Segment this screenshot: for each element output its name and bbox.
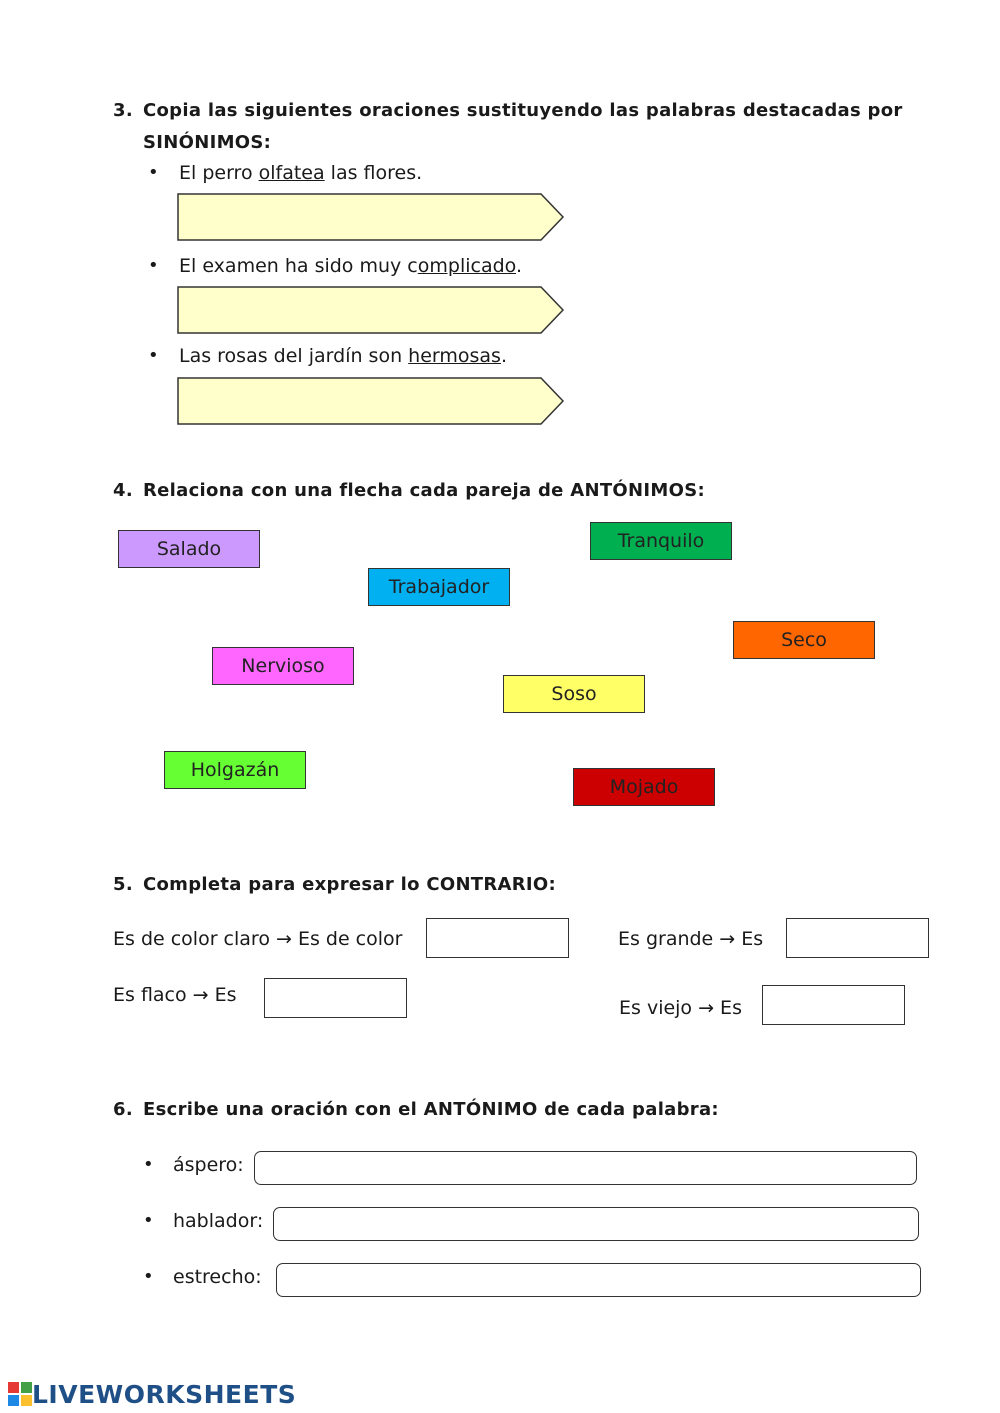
highlighted-word: hermosas [408, 345, 501, 367]
section3-title-line1: Copia las siguientes oraciones sustituyendo las palabras destacadas por [143, 100, 903, 121]
word-box-soso[interactable]: Soso [503, 675, 645, 713]
section3-number: 3. [113, 100, 133, 121]
sentence-answer-1[interactable] [254, 1151, 917, 1185]
sentence-3: Las rosas del jardín son hermosas. [179, 345, 508, 367]
contrary-prompt-1: Es de color claro → Es de color [113, 928, 403, 950]
sentence-answer-2[interactable] [273, 1207, 919, 1241]
sentence-2: El examen ha sido muy complicado. [179, 255, 523, 277]
word-box-trabajador[interactable]: Trabajador [368, 568, 510, 606]
section6-title: Escribe una oración con el ANTÓNIMO de cada palabra: [143, 1099, 719, 1120]
word-box-seco[interactable]: Seco [733, 621, 875, 659]
bullet-icon: • [143, 1210, 154, 1231]
bullet-icon: • [148, 255, 159, 276]
bullet-icon: • [143, 1266, 154, 1287]
contrary-prompt-2: Es grande → Es [618, 928, 764, 950]
logo-text: LIVEWORKSHEETS [32, 1380, 297, 1409]
antonym-word-1: áspero: [173, 1154, 244, 1176]
highlighted-word: olfatea [258, 162, 325, 184]
bullet-icon: • [143, 1154, 154, 1175]
word-box-holgazan[interactable]: Holgazán [164, 751, 306, 789]
logo-blocks-icon [8, 1382, 32, 1406]
answer-field-2[interactable] [177, 286, 565, 334]
word-box-tranquilo[interactable]: Tranquilo [590, 522, 732, 560]
section4-number: 4. [113, 480, 133, 501]
sentence-1: El perro olfatea las flores. [179, 162, 423, 184]
bullet-icon: • [148, 162, 159, 183]
section6-number: 6. [113, 1099, 133, 1120]
contrary-answer-2[interactable] [786, 918, 929, 958]
section4-title: Relaciona con una flecha cada pareja de ANTÓNIMOS: [143, 480, 705, 501]
word-box-mojado[interactable]: Mojado [573, 768, 715, 806]
answer-field-3[interactable] [177, 377, 565, 425]
contrary-prompt-4: Es viejo → Es [619, 997, 742, 1019]
antonym-word-2: hablador: [173, 1210, 264, 1232]
liveworksheets-logo [8, 1380, 296, 1409]
word-box-salado[interactable]: Salado [118, 530, 260, 568]
word-box-nervioso[interactable]: Nervioso [212, 647, 354, 685]
highlighted-word: omplicado [417, 255, 516, 277]
section3-title-line2: SINÓNIMOS: [143, 132, 272, 153]
section5-number: 5. [113, 874, 133, 895]
sentence-answer-3[interactable] [276, 1263, 921, 1297]
contrary-answer-4[interactable] [762, 985, 905, 1025]
contrary-answer-3[interactable] [264, 978, 407, 1018]
answer-field-1[interactable] [177, 193, 565, 241]
contrary-prompt-3: Es flaco → Es [113, 984, 237, 1006]
contrary-answer-1[interactable] [426, 918, 569, 958]
bullet-icon: • [148, 345, 159, 366]
antonym-word-3: estrecho: [173, 1266, 262, 1288]
section5-title: Completa para expresar lo CONTRARIO: [143, 874, 557, 895]
